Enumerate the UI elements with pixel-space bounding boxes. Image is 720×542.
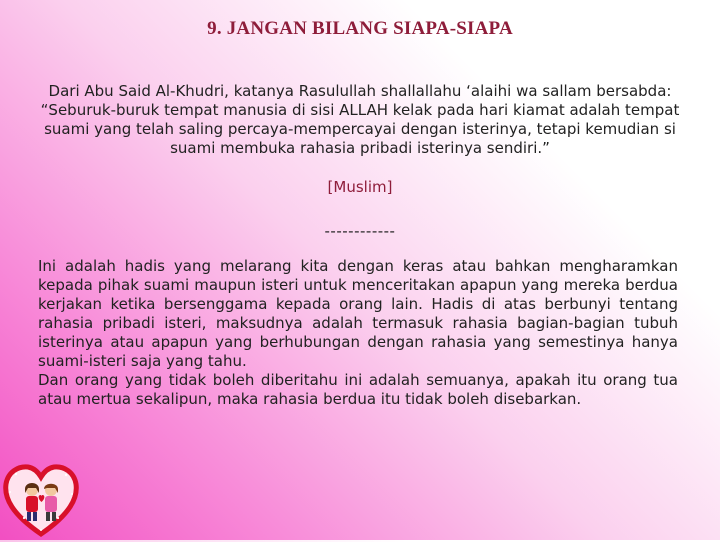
separator-line: ------------ <box>324 222 396 240</box>
heart-couple-icon <box>2 462 80 538</box>
explanation-paragraph-1: Ini adalah hadis yang melarang kita dengan keras atau bahkan mengharamkan kepada pihak suami maupun isteri untuk menceritakan apapun yang mereka berdua kerjakan ketika bersenggama kepada orang lain. Hadis di atas berbunyi tentang rahasia pribadi isteri, maksudnya adalah termasuk rahasia bagian-bagian tubuh isterinya atau apapun yang berhubungan dengan rahasia yang semestinya hanya suami-isteri saja yang tahu. <box>38 257 678 370</box>
hadith-source: [Muslim] <box>327 178 393 196</box>
explanation-block <box>38 257 678 409</box>
heart-couple-graphic <box>2 462 80 538</box>
explanation-paragraph-2: Dan orang yang tidak boleh diberitahu ini adalah semuanya, apakah itu orang tua atau mertua sekalipun, maka rahasia berdua itu tidak boleh disebarkan. <box>38 371 678 408</box>
slide-title: 9. JANGAN BILANG SIAPA-SIAPA <box>207 18 513 39</box>
hadith-text: Dari Abu Said Al-Khudri, katanya Rasulullah shallallahu ‘alaihi wa sallam bersabda: “Seburuk-buruk tempat manusia di sisi ALLAH kelak pada hari kiamat adalah tempat suami yang telah saling percaya-mempercayai dengan isterinya, tetapi kemudian si suami membuka rahasia pribadi isterinya sendiri.” <box>40 82 680 157</box>
